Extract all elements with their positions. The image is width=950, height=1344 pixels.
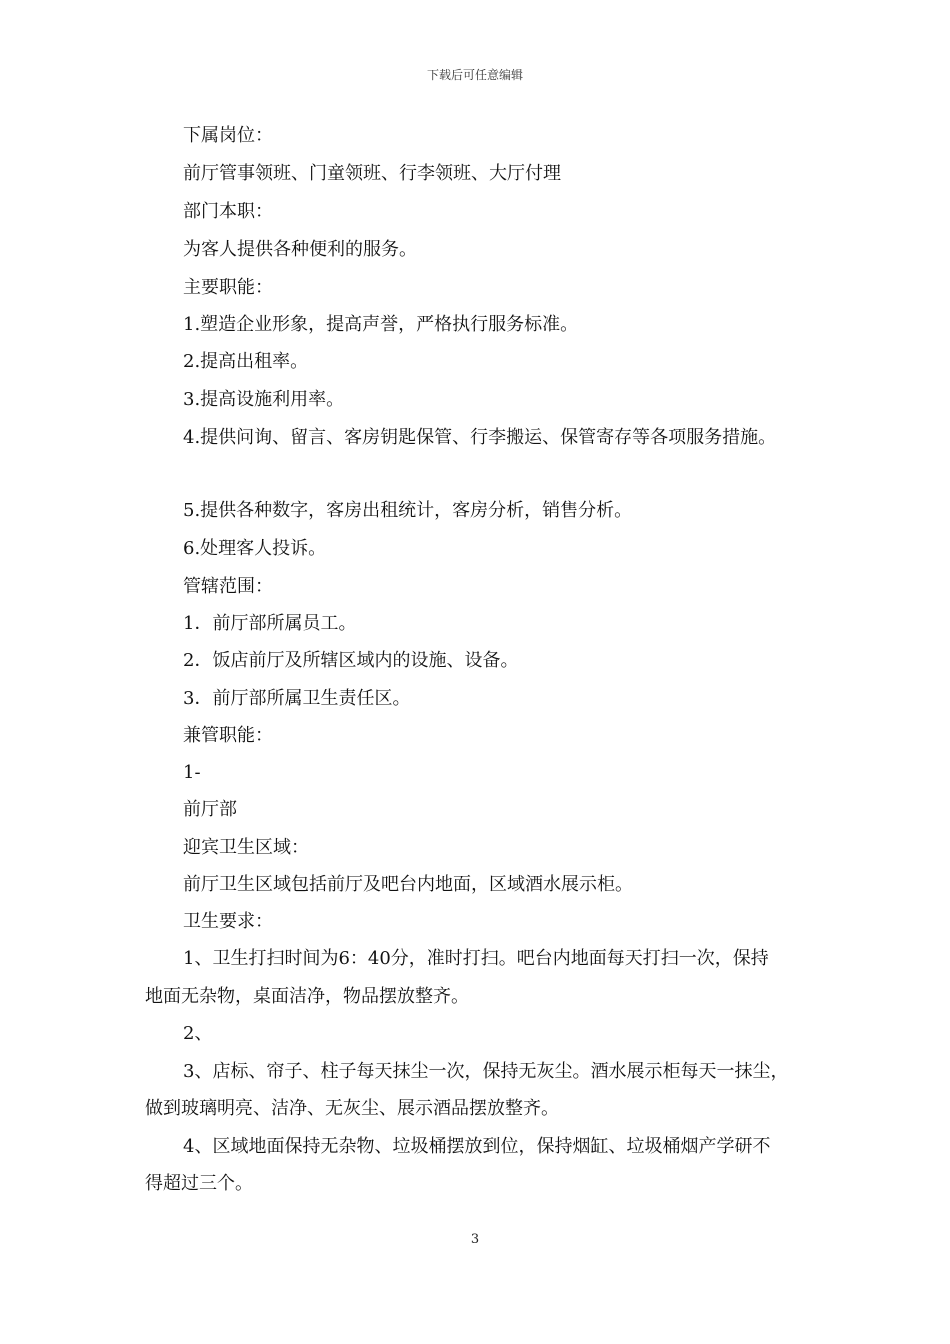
text-line: 1-	[183, 762, 201, 783]
text-line: 4、区域地面保持无杂物、垃圾桶摆放到位，保持烟缸、垃圾桶烟产学研不	[183, 1136, 771, 1157]
text-line: 兼管职能：	[183, 725, 273, 746]
text-line: 3、店标、帘子、柱子每天抹尘一次，保持无灰尘。酒水展示柜每天一抹尘，	[183, 1061, 789, 1082]
text-line: 1．前厅部所属员工。	[183, 613, 357, 634]
text-line: 2、	[183, 1023, 213, 1044]
page-number: 3	[470, 1232, 480, 1247]
text-line: 做到玻璃明亮、洁净、无灰尘、展示酒品摆放整齐。	[145, 1098, 559, 1119]
text-line: 1.塑造企业形象，提高声誉，严格执行服务标准。	[183, 314, 579, 335]
text-line: 主要职能：	[183, 277, 273, 298]
text-line: 卫生要求：	[183, 911, 273, 932]
page-header: 下载后可任意编辑	[426, 68, 523, 82]
text-line: 迎宾卫生区域：	[183, 837, 309, 858]
text-line: 前厅管事领班、门童领班、行李领班、大厅付理	[183, 163, 561, 184]
text-line: 3.提高设施利用率。	[183, 389, 345, 410]
text-line: 地面无杂物，桌面洁净，物品摆放整齐。	[145, 986, 469, 1007]
text-line: 前厅部	[183, 799, 237, 820]
text-line: 2．饭店前厅及所辖区域内的设施、设备。	[183, 650, 519, 671]
text-line: 前厅卫生区域包括前厅及吧台内地面，区域酒水展示柜。	[183, 874, 633, 895]
text-line: 2.提高出租率。	[183, 351, 309, 372]
text-line: 5.提供各种数字，客房出租统计，客房分析，销售分析。	[183, 500, 633, 521]
text-line: 6.处理客人投诉。	[183, 538, 327, 559]
text-line: 4.提供问询、留言、客房钥匙保管、行李搬运、保管寄存等各项服务措施。	[183, 427, 777, 448]
text-line: 为客人提供各种便利的服务。	[183, 239, 417, 260]
text-line: 得超过三个。	[145, 1173, 253, 1194]
text-line: 1、卫生打扫时间为6：40分，准时打扫。吧台内地面每天打扫一次，保持	[183, 948, 769, 969]
text-line: 部门本职：	[183, 201, 273, 222]
text-line: 3．前厅部所属卫生责任区。	[183, 688, 411, 709]
text-line: 管辖范围：	[183, 576, 273, 597]
text-line: 下属岗位：	[183, 125, 273, 146]
